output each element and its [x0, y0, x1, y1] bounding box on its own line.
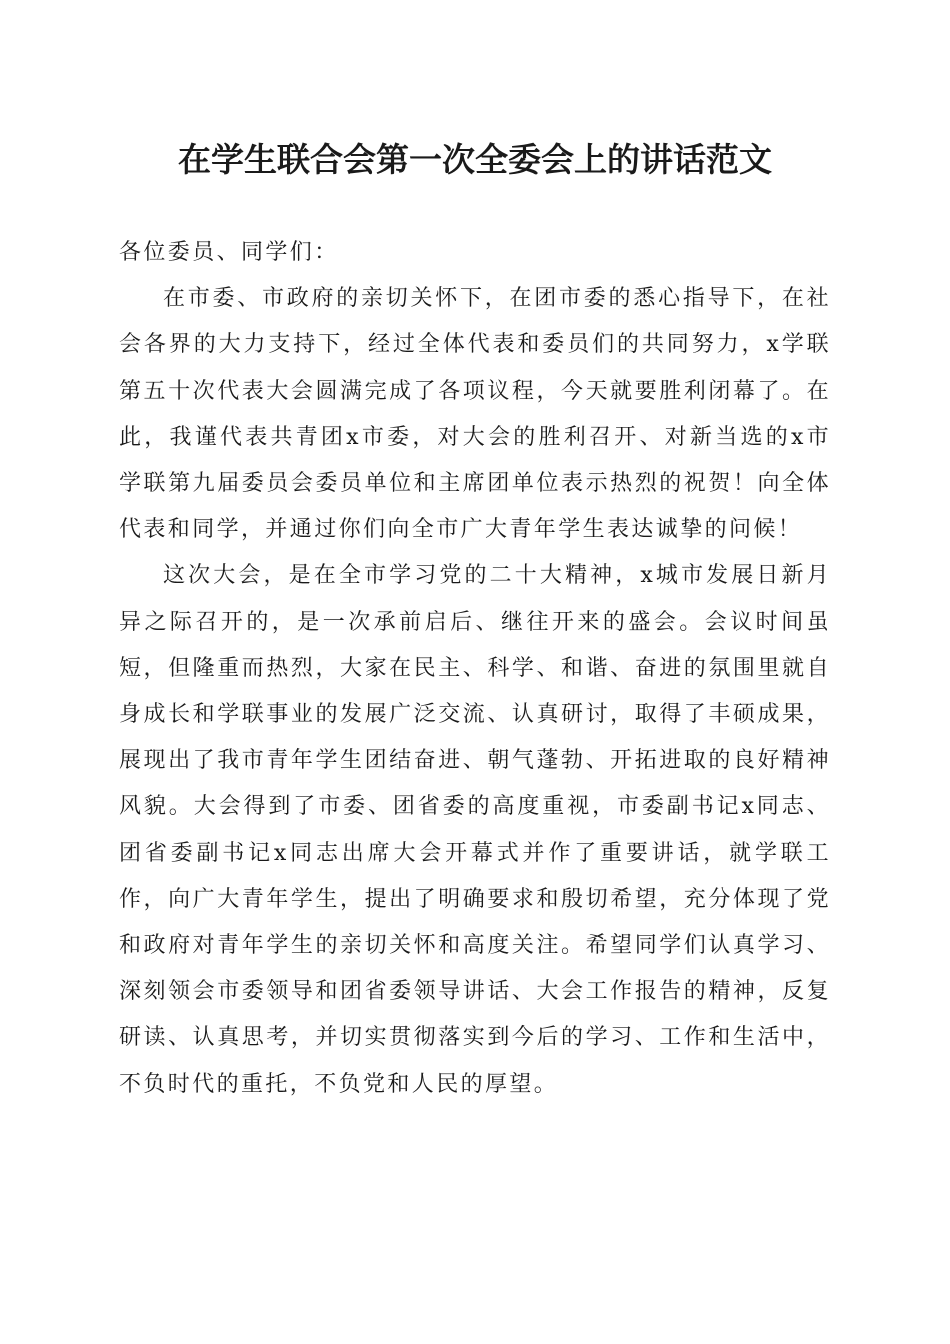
document-title: 在学生联合会第一次全委会上的讲话范文: [178, 140, 772, 179]
document-body: [119, 230, 831, 1108]
paragraph-2: 这次大会，是在全市学习党的二十大精神，x城市发展日新月异之际召开的，是一次承前启后、继往开来的盛会。会议时间虽短，但隆重而热烈，大家在民主、科学、和谐、奋进的氛围里就自身成长和学联事业的发展广泛交流、认真研讨，取得了丰硕成果，展现出了我市青年学生团结奋进、朝气蓬勃、开拓进取的良好精神风貌。大会得到了市委、团省委的高度重视，市委副书记x同志、团省委副书记x同志出席大会开幕式并作了重要讲话，就学联工作，向广大青年学生，提出了明确要求和殷切希望，充分体现了党和政府对青年学生的亲切关怀和高度关注。希望同学们认真学习、深刻领会市委领导和团省委领导讲话、大会工作报告的精神，反复研读、认真思考，并切实贯彻落实到今后的学习、工作和生活中，不负时代的重托，不负党和人民的厚望。: [119, 563, 831, 1097]
paragraph-1: 在市委、市政府的亲切关怀下，在团市委的悉心指导下，在社会各界的大力支持下，经过全体代表和委员们的共同努力，x学联第五十次代表大会圆满完成了各项议程，今天就要胜利闭幕了。在此，我谨代表共青团x市委，对大会的胜利召开、对新当选的x市学联第九届委员会委员单位和主席团单位表示热烈的祝贺！向全体代表和同学，并通过你们向全市广大青年学生表达诚挚的问候！: [119, 286, 831, 543]
salutation: 各位委员、同学们：: [119, 240, 339, 265]
